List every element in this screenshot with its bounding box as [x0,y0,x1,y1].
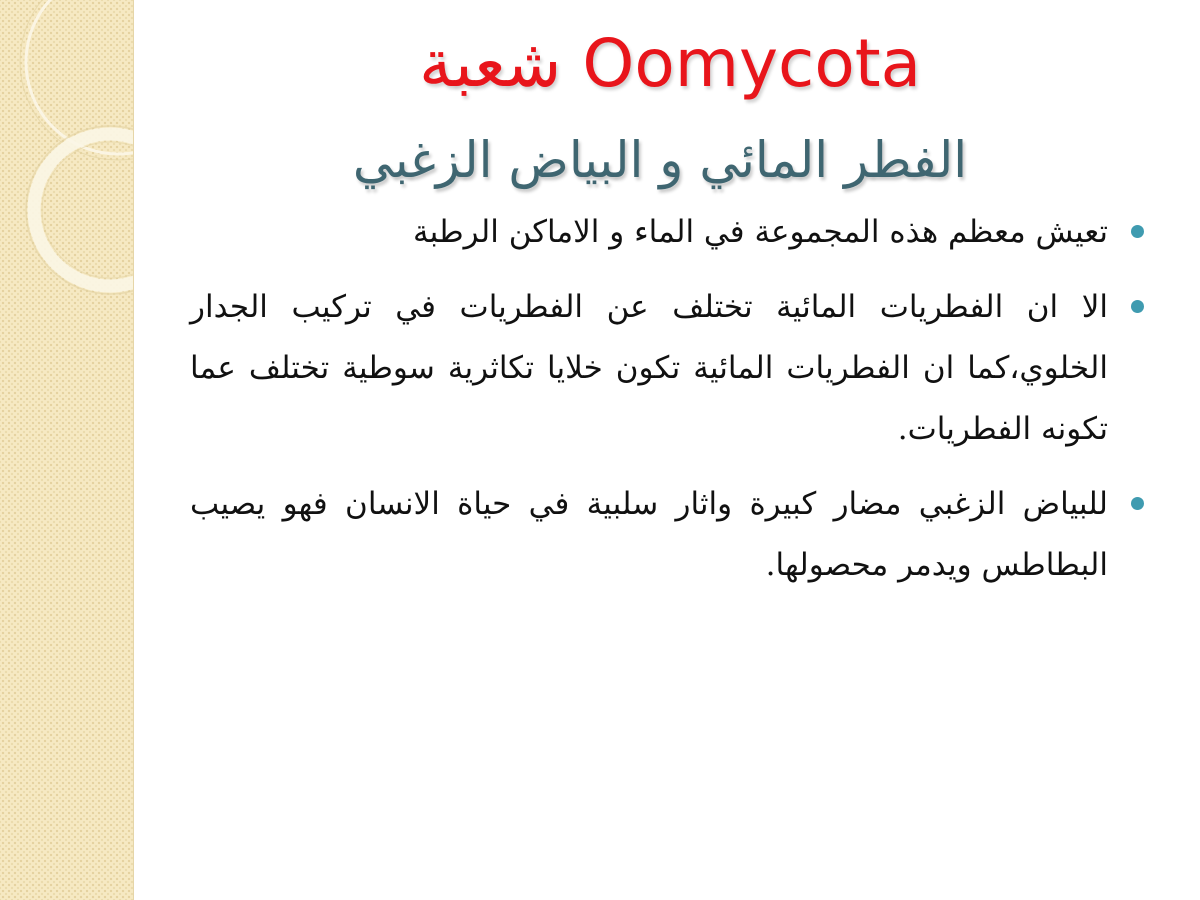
bullet-item [190,474,1150,596]
bullet-list [190,202,1150,610]
slide-subtitle: الفطر المائي و البياض الزغبي [352,131,968,189]
bullet-text: الا ان الفطريات المائية تختلف عن الفطريات في تركيب الجدار الخلوي،كما ان الفطريات المائية تكون خلايا تكاثرية سوطية تختلف عما تكونه الفطريات. [190,289,1108,447]
bullet-dot-icon [1131,225,1144,238]
bullet-text: تعيش معظم هذه المجموعة في الماء و الاماكن الرطبة [413,214,1108,250]
bullet-dot-icon [1131,300,1144,313]
bullet-text: للبياض الزغبي مضار كبيرة واثار سلبية في حياة الانسان فهو يصيب البطاطس ويدمر محصولها. [190,486,1108,583]
slide-title: شعبة Oomycota [418,25,922,102]
decorative-side-strip [0,0,134,900]
bullet-dot-icon [1131,497,1144,510]
decorative-circles [0,0,133,300]
bullet-item [190,202,1150,263]
bullet-item [190,277,1150,460]
